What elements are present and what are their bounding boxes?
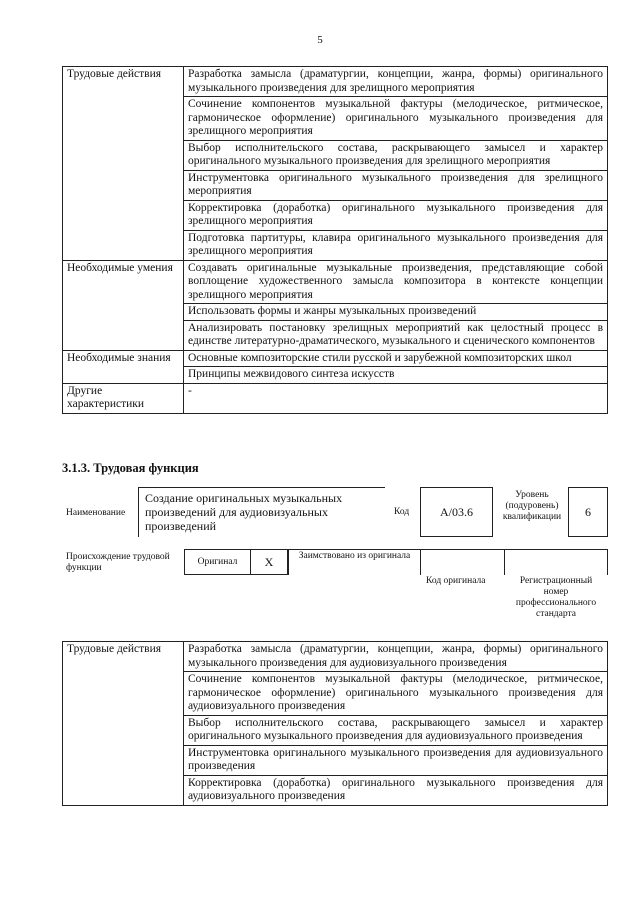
- code-original-cell: [420, 549, 504, 575]
- table-cell: Сочинение компонентов музыкальной фактуры (мелодическое, ритмическое, гармоническое оформление) оригинального музыкального произведения для зрелищного мероприятия: [184, 97, 608, 141]
- row-header: Трудовые действия: [63, 642, 184, 806]
- table-cell: Выбор исполнительского состава, раскрывающего замысел и характер оригинального музыкального произведения для зрелищного мероприятия: [184, 140, 608, 170]
- table-cell: Корректировка (доработка) оригинального музыкального произведения для аудиовизуального произведения: [184, 775, 608, 805]
- table-cell: Основные композиторские стили русской и зарубежной композиторских школ: [184, 350, 608, 367]
- table-cell: Инструментовка оригинального музыкального произведения для зрелищного мероприятия: [184, 170, 608, 200]
- table-cell: Сочинение компонентов музыкальной фактуры (мелодическое, ритмическое, гармоническое оформление) оригинального музыкального произведения для аудиовизуального произведения: [184, 672, 608, 716]
- table-cell: Выбор исполнительского состава, раскрывающего замысел и характер оригинального музыкального произведения для аудиовизуального произведения: [184, 715, 608, 745]
- table-row: [63, 642, 608, 672]
- table-row: [63, 260, 608, 304]
- code-value: А/03.6: [420, 487, 493, 537]
- table-cell: Инструментовка оригинального музыкального произведения для аудиовизуального произведения: [184, 745, 608, 775]
- level-label: Уровень (подуровень) квалификации: [502, 490, 562, 522]
- table-cell: Принципы межвидового синтеза искусств: [184, 367, 608, 384]
- table-row: [63, 67, 608, 97]
- level-value: 6: [568, 487, 608, 537]
- table-cell: Разработка замысла (драматургии, концепции, жанра, формы) оригинального музыкального произведения для аудиовизуального произведения: [184, 642, 608, 672]
- page-number: 5: [317, 34, 323, 46]
- original-label: Оригинал: [184, 549, 250, 575]
- table-cell: Разработка замысла (драматургии, концепции, жанра, формы) оригинального музыкального произведения для зрелищного мероприятия: [184, 67, 608, 97]
- row-header: Трудовые действия: [63, 67, 184, 261]
- original-mark: X: [250, 549, 288, 575]
- table-cell: Создавать оригинальные музыкальные произведения, представляющие собой воплощение художественного замысла композитора в контексте концепции зрелищного мероприятия: [184, 260, 608, 304]
- code-original-label: Код оригинала: [426, 576, 486, 586]
- name-value: Создание оригинальных музыкальных произведений для аудиовизуальных произведений: [138, 487, 385, 537]
- row-header: Необходимые знания: [63, 350, 184, 383]
- origin-label: Происхождение трудовой функции: [66, 552, 170, 573]
- borrowed-label: Заимствовано из оригинала: [288, 549, 420, 575]
- table-row: [63, 383, 608, 413]
- table-cell: Корректировка (доработка) оригинального музыкального произведения для зрелищного мероприятия: [184, 200, 608, 230]
- table-cell: Использовать формы и жанры музыкальных произведений: [184, 304, 608, 321]
- table-cell: Анализировать постановку зрелищных мероприятий как целостный процесс в единстве литературно-драматического, музыкального и сценического компонентов: [184, 320, 608, 350]
- reg-number-label: Регистрационный номер профессионального стандарта: [515, 576, 597, 619]
- labor-actions-table-1: [62, 66, 608, 414]
- table-cell: Подготовка партитуры, клавира оригинального музыкального произведения для зрелищного мероприятия: [184, 230, 608, 260]
- table-row: [63, 350, 608, 367]
- reg-number-cell: [504, 549, 608, 575]
- row-header: Другие характеристики: [63, 383, 184, 413]
- row-header: Необходимые умения: [63, 260, 184, 350]
- name-label: Наименование: [66, 508, 126, 518]
- labor-actions-table-2: [62, 641, 608, 806]
- code-label: Код: [394, 507, 410, 517]
- table-cell: -: [184, 383, 608, 413]
- section-heading: 3.1.3. Трудовая функция: [62, 461, 199, 475]
